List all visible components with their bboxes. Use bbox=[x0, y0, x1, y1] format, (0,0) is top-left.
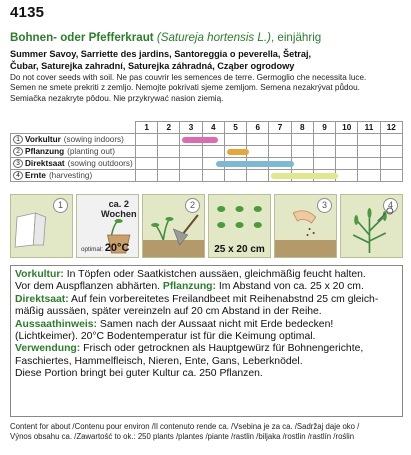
month-header: 5 bbox=[224, 122, 246, 134]
section-label-vorkultur: Vorkultur: bbox=[15, 269, 64, 280]
title-main: Bohnen- oder Pfefferkraut bbox=[10, 31, 154, 44]
row-label-en: (sowing outdoors) bbox=[67, 158, 133, 168]
herb-scissors-icon bbox=[341, 195, 402, 257]
calendar-row-label bbox=[11, 170, 136, 182]
calendar-corner bbox=[11, 122, 136, 134]
calendar-row-vorkultur bbox=[11, 134, 403, 146]
row-label-en: (harvesting) bbox=[48, 170, 93, 180]
calendar-row-direktsaat bbox=[11, 158, 403, 170]
panel-sow-indoors bbox=[10, 194, 73, 258]
instructions-box bbox=[10, 265, 403, 417]
footer-line: Content for about /Contenu pour environ /Il contenuto rende ca. /Vsebina je za ca. /Sadržaj daje oko / bbox=[10, 422, 360, 431]
instruction-text: Vor dem Auspflanzen abhärten. bbox=[15, 281, 163, 293]
month-header: 1 bbox=[135, 122, 157, 134]
panel-harvest bbox=[340, 194, 403, 258]
month-header: 10 bbox=[336, 122, 358, 134]
section-label-pflanzung: Pflanzung: bbox=[162, 281, 216, 293]
product-code: 4135 bbox=[10, 4, 45, 21]
instruction-text: In Töpfen oder Saatkistchen aussäen, gleichmäßig feucht halten. bbox=[63, 269, 366, 280]
plant-spacing: 25 x 20 cm bbox=[214, 244, 265, 255]
instruction-text: Samen nach der Aussaat nicht mit Erde bedecken! bbox=[97, 318, 334, 330]
calendar-row-label bbox=[11, 146, 136, 158]
section-label-aussaathinweis: Aussaathinweis: bbox=[15, 318, 97, 330]
optimal-label: optimal: bbox=[81, 246, 104, 253]
month-header: 4 bbox=[202, 122, 224, 134]
hand-sowing-icon bbox=[275, 195, 336, 257]
row-label-de: Direktsaat bbox=[25, 158, 65, 168]
instruction-paragraph bbox=[15, 294, 398, 306]
product-title bbox=[10, 31, 321, 44]
step-number-badge: 1 bbox=[53, 198, 68, 213]
calendar-row-ernte bbox=[11, 170, 403, 182]
seed-packet-icon bbox=[11, 195, 72, 257]
germination-weeks bbox=[101, 199, 137, 219]
optimal-temp-value: 20°C bbox=[104, 242, 130, 254]
step-number-badge: 4 bbox=[383, 198, 398, 213]
instruction-text: Frisch oder getrocknen als Hauptgewürz für Bohnengerichte, bbox=[80, 343, 364, 355]
panel-germination bbox=[76, 194, 139, 258]
note-line: Semiačka nezakryte pôdou. Nie przykrywać nasion ziemią. bbox=[10, 93, 224, 103]
step-number-badge: 2 bbox=[13, 147, 23, 156]
instruction-paragraph: Faschiertes, Hammelfleisch, Nieren, Ente, Gans, Leberknödel. bbox=[15, 355, 303, 367]
calendar-row-pflanzung bbox=[11, 146, 403, 158]
instruction-paragraph: mäßig aussäen, später vereinzeln auf 20 cm Abstand in der Reihe. bbox=[15, 306, 322, 318]
note-line: Semen ne smete prekriti z zemljo. Nemojte pokrivati sjeme zemljom. Semena nezakrývat půdou. bbox=[10, 83, 360, 93]
footer-line: Výnos obsahu ca. /Zawartość to ok.: 250 plants /plantes /piante /rastlin /biljaka /rostlin /rastlín /roślin bbox=[10, 432, 355, 441]
step-number-badge: 1 bbox=[13, 135, 23, 144]
row-label-de: Pflanzung bbox=[25, 146, 65, 156]
month-header: 7 bbox=[269, 122, 291, 134]
instruction-pictograms bbox=[10, 194, 403, 258]
panel-spacing bbox=[208, 194, 271, 258]
instruction-paragraph: Diese Portion bringt bei guter Kultur ca. 250 Pflanzen. bbox=[15, 368, 263, 380]
step-number-badge: 3 bbox=[13, 159, 23, 168]
month-header: 8 bbox=[291, 122, 313, 134]
row-label-en: (planting out) bbox=[67, 146, 115, 156]
instruction-text: Im Abstand von ca. 25 x 20 cm. bbox=[216, 281, 364, 293]
month-header: 9 bbox=[313, 122, 335, 134]
month-header: 2 bbox=[158, 122, 180, 134]
step-number-badge: 2 bbox=[185, 198, 200, 213]
month-header: 12 bbox=[380, 122, 402, 134]
optimal-temperature bbox=[81, 242, 129, 254]
row-label-de: Ernte bbox=[25, 170, 46, 180]
step-number-badge: 4 bbox=[13, 171, 23, 180]
instruction-paragraph bbox=[15, 319, 398, 331]
note-line: Do not cover seeds with soil. Ne pas couvrir les semences de terre. Germoglio che necessita luce. bbox=[10, 73, 367, 82]
month-header: 3 bbox=[180, 122, 202, 134]
content-footer bbox=[10, 422, 405, 442]
instruction-paragraph: (Lichtkeimer). 20°C Bodentemperatur ist für die Keimung optimal. bbox=[15, 331, 316, 343]
month-header: 6 bbox=[247, 122, 269, 134]
instruction-text: Auf fein vorbereitetes Freilandbeet mit Reihenabstnd 25 cm gleich- bbox=[68, 293, 379, 305]
row-label-de: Vorkultur bbox=[25, 134, 61, 144]
title-latin: (Satureja hortensis L.) bbox=[156, 31, 271, 44]
calendar-header-row bbox=[11, 122, 403, 134]
month-header: 11 bbox=[358, 122, 380, 134]
weeks-unit: Wochen bbox=[101, 209, 137, 219]
common-names bbox=[10, 48, 405, 72]
row-label-en: (sowing indoors) bbox=[63, 134, 124, 144]
panel-direct-sowing bbox=[274, 194, 337, 258]
sowing-notes bbox=[10, 73, 405, 104]
panel-planting-out bbox=[142, 194, 205, 258]
instruction-paragraph bbox=[15, 269, 398, 281]
calendar-row-label bbox=[11, 134, 136, 146]
instruction-paragraph bbox=[15, 343, 398, 355]
trowel-plant-icon bbox=[143, 195, 204, 257]
step-number-badge: 3 bbox=[317, 198, 332, 213]
calendar-row-label bbox=[11, 158, 136, 170]
section-label-direktsaat: Direktsaat: bbox=[15, 293, 69, 305]
title-suffix: , einjährig bbox=[270, 31, 322, 44]
section-label-verwendung: Verwendung: bbox=[15, 343, 81, 355]
common-names-line: Čubar, Saturejka zahradní, Saturejka záhradná, Cząber ogrodowy bbox=[10, 61, 295, 71]
sowing-calendar bbox=[10, 121, 403, 182]
common-names-line: Summer Savoy, Sarriette des jardins, Santoreggia o peverella, Šetraj, bbox=[10, 49, 312, 59]
instruction-paragraph bbox=[15, 281, 398, 293]
weeks-value: ca. 2 bbox=[108, 199, 129, 209]
